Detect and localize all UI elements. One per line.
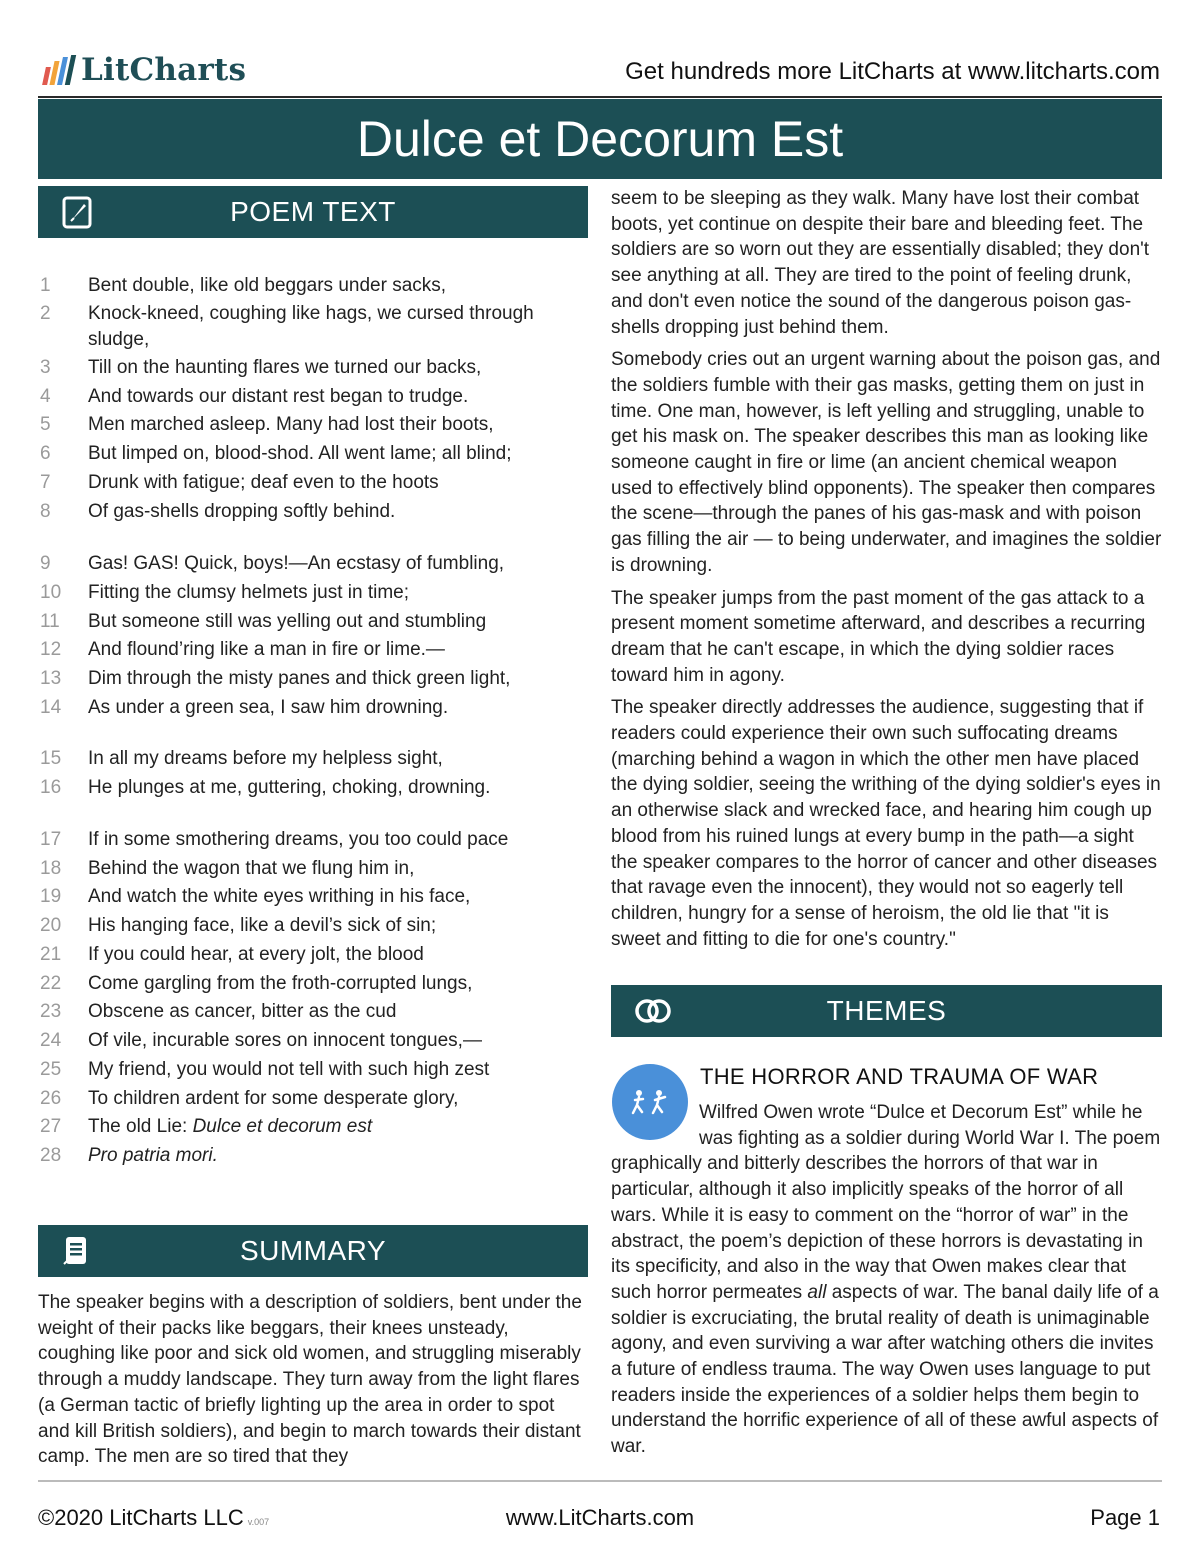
line-text: He plunges at me, guttering, choking, drowning.: [88, 777, 491, 798]
poem-line: [38, 355, 578, 381]
line-text: And flound’ring like a man in fire or lime.—: [88, 639, 445, 660]
line-text: Dim through the misty panes and thick green light,: [88, 668, 511, 689]
poem-line: [38, 1114, 578, 1140]
poem-line: [38, 913, 578, 939]
line-number: 20: [40, 915, 62, 936]
line-number: 17: [40, 829, 62, 850]
version-text: v.007: [247, 1517, 270, 1527]
line-text: Till on the haunting flares we turned our backs,: [88, 357, 482, 378]
poem-line: [38, 551, 578, 577]
summary-paragraph: seem to be sleeping as they walk. Many have lost their combat boots, yet continue on despite their bare and bleeding feet. The soldiers are so worn out they are essentially disabled; they don't see anything at all. They are tired to the point of feeling drunk, and don't even notice the sound of the dangerous poison gas-shells dropping just behind them.: [611, 188, 1150, 338]
line-text: But someone still was yelling out and stumbling: [88, 611, 487, 632]
line-text: Gas! GAS! Quick, boys!—An ecstasy of fumbling,: [88, 553, 505, 574]
poem-line: [38, 580, 578, 606]
summary-header: [38, 1225, 588, 1277]
summary-document-icon: [60, 1234, 104, 1268]
theme-text: aspects of war. The banal daily life of a soldier is excruciating, the brutal reality of death is unimaginable agony, and even surviving a war after watching others die invites a future of endless trauma. The way Owen uses language to put readers inside the experiences of a soldier helps them begin to understand the horrific experience of all of these awful aspects of war.: [611, 1281, 1159, 1458]
line-number: 19: [40, 886, 62, 907]
poem-line: [38, 971, 578, 997]
poem-text-header: [38, 186, 588, 238]
litcharts-logo[interactable]: [44, 52, 246, 88]
poem-line: [38, 942, 578, 968]
poem-text-heading: POEM TEXT: [230, 196, 396, 227]
poem-line: [38, 1086, 578, 1112]
poem-line: [38, 856, 578, 882]
summary-paragraph: The speaker jumps from the past moment of the gas attack to a present moment sometime afterward, and describes a recurring dream that he can't escape, in which the dying soldier races toward him in agony.: [611, 587, 1146, 686]
line-text: His hanging face, like a devil’s sick of sin;: [88, 915, 437, 936]
poem-line: [38, 1028, 578, 1054]
summary-paragraph: The speaker begins with a description of soldiers, bent under the weight of their packs like beggars, their knees unsteady, coughing like poor and sick old women, and struggling miserably through a muddy landscape. They turn away from the light flares (a German tactic of briefly lighting up the area in order to spot and kill British soldiers), and begin to march towards their distant camp. The men are so tired that they: [38, 1292, 582, 1468]
poem-line: [38, 441, 578, 467]
copyright-text: ©2020 LitCharts LLC: [38, 1505, 244, 1530]
line-number: 7: [40, 472, 51, 493]
summary-right-text: [611, 186, 1162, 959]
line-number: 8: [40, 501, 51, 522]
theme-title: THE HORROR AND TRAUMA OF WAR: [700, 1064, 1099, 1089]
poem-line: [38, 384, 578, 410]
poem-line: [38, 273, 578, 299]
line-text: Of vile, incurable sores on innocent tongues,—: [88, 1030, 482, 1051]
line-text: Men marched asleep. Many had lost their boots,: [88, 414, 494, 435]
line-text: Come gargling from the froth-corrupted lungs,: [88, 973, 473, 994]
poem-line: [38, 637, 578, 663]
poem-line: [38, 1057, 578, 1083]
header-divider: [38, 96, 1162, 98]
line-number: 27: [40, 1116, 62, 1137]
logo-text: LitCharts: [81, 52, 247, 88]
poem-line: [38, 412, 578, 438]
footer-url-link[interactable]: www.LitCharts.com: [505, 1505, 695, 1530]
line-number: 15: [40, 748, 62, 769]
theme-body: [611, 1100, 1162, 1460]
poem-line: [38, 827, 578, 853]
poem-line: [38, 746, 578, 772]
line-number: 18: [40, 858, 62, 879]
line-number: 2: [40, 303, 51, 324]
line-number: 16: [40, 777, 62, 798]
poem-line: [38, 499, 578, 525]
promo-link[interactable]: Get hundreds more LitCharts at www.litcharts.com: [625, 58, 1160, 85]
line-text: Pro patria mori.: [88, 1145, 218, 1166]
line-number: 21: [40, 944, 62, 965]
line-text: If in some smothering dreams, you too could pace: [88, 829, 509, 850]
poem-line: [38, 666, 578, 692]
footer-copyright: [38, 1505, 269, 1531]
poem-line: [38, 301, 578, 353]
line-text: In all my dreams before my helpless sight,: [88, 748, 443, 769]
line-text: Behind the wagon that we flung him in,: [88, 858, 415, 879]
line-number: 22: [40, 973, 62, 994]
poem-line: [38, 609, 578, 635]
line-number: 10: [40, 582, 62, 603]
icon-float-spacer: [611, 1100, 699, 1142]
poem-line: [38, 999, 578, 1025]
poem-line: [38, 884, 578, 910]
line-text: The old Lie: Dulce et decorum est: [88, 1116, 373, 1137]
line-number: 5: [40, 414, 51, 435]
line-text: My friend, you would not tell with such high zest: [88, 1059, 490, 1080]
themes-heading: THEMES: [826, 995, 947, 1026]
line-text: Knock-kneed, coughing like hags, we cursed through sludge,: [88, 303, 534, 350]
line-number: 28: [40, 1145, 62, 1166]
line-number: 13: [40, 668, 62, 689]
line-text: Drunk with fatigue; deaf even to the hoots: [88, 472, 439, 493]
line-number: 1: [40, 275, 51, 296]
line-text: Fitting the clumsy helmets just in time;: [88, 582, 409, 603]
line-number: 12: [40, 639, 62, 660]
theme-text: Wilfred Owen wrote “Dulce et Decorum Est” while he was fighting as a soldier during World War I. The poem graphically and bitterly describes the horrors of that war in particular, although it also implicitly speaks of the horror of all wars. While it is easy to comment on the “horror of war” in the abstract, the poem’s depiction of these horrors is devastating in its specificity, and also in the way that Owen makes clear that such horror permeates: [611, 1102, 1161, 1303]
line-text: And towards our distant rest began to trudge.: [88, 386, 469, 407]
poem-line: [38, 1143, 578, 1169]
line-text: Of gas-shells dropping softly behind.: [88, 501, 396, 522]
logo-bars-icon: [44, 55, 73, 85]
line-number: 4: [40, 386, 51, 407]
theme-text-emphasis: all: [807, 1281, 827, 1303]
poem-line: [38, 470, 578, 496]
line-number: 3: [40, 357, 51, 378]
poem-line: [38, 695, 578, 721]
summary-paragraph: The speaker directly addresses the audience, suggesting that if readers could experience their own such suffocating dreams (marching behind a wagon in which the other men have placed the dying soldier, seeing the writhing of the dying soldier's eyes in an otherwise slack and wrecked face, and hearing him cough up blood from his ruined lungs at every bump in the path—a sight the speaker compares to the horror of cancer and other diseases that ravage even the innocent), they would not so eagerly tell children, hungry for a sense of heroism, the old lie that "it is sweet and fitting to die for one's country.": [611, 697, 1161, 950]
line-number: 9: [40, 553, 51, 574]
poem-line: [38, 775, 578, 801]
themes-header: [611, 985, 1162, 1037]
line-number: 23: [40, 1001, 62, 1022]
line-text: As under a green sea, I saw him drowning.: [88, 697, 449, 718]
line-text: To children ardent for some desperate glory,: [88, 1088, 459, 1109]
line-number: 6: [40, 443, 51, 464]
line-text: If you could hear, at every jolt, the blood: [88, 944, 424, 965]
themes-circles-icon: [633, 996, 677, 1026]
summary-left-text: [38, 1290, 588, 1477]
summary-paragraph: Somebody cries out an urgent warning about the poison gas, and the soldiers fumble with their gas masks, getting them on just in time. One man, however, is left yelling and struggling, unable to get his mask on. The speaker describes this man as looking like someone caught in fire or lime (an ancient chemical weapon used to effectively blind opponents). The speaker then compares the scene—through the panes of his gas-mask and with poison gas filling the air — to being underwater, and imagines the soldier is drowning.: [611, 349, 1162, 576]
line-number: 24: [40, 1030, 62, 1051]
line-number: 26: [40, 1088, 62, 1109]
line-number: 11: [40, 611, 60, 632]
page-title: Dulce et Decorum Est: [38, 99, 1162, 179]
summary-heading: SUMMARY: [239, 1235, 387, 1266]
book-quill-icon: [60, 194, 104, 230]
line-text: But limped on, blood-shod. All went lame; all blind;: [88, 443, 512, 464]
line-text: Obscene as cancer, bitter as the cud: [88, 1001, 397, 1022]
line-number: 25: [40, 1059, 62, 1080]
page-number: Page 1: [1090, 1505, 1160, 1530]
footer-divider: [38, 1480, 1162, 1482]
line-number: 14: [40, 697, 62, 718]
line-text: Bent double, like old beggars under sacks,: [88, 275, 447, 296]
line-text: And watch the white eyes writhing in his face,: [88, 886, 471, 907]
